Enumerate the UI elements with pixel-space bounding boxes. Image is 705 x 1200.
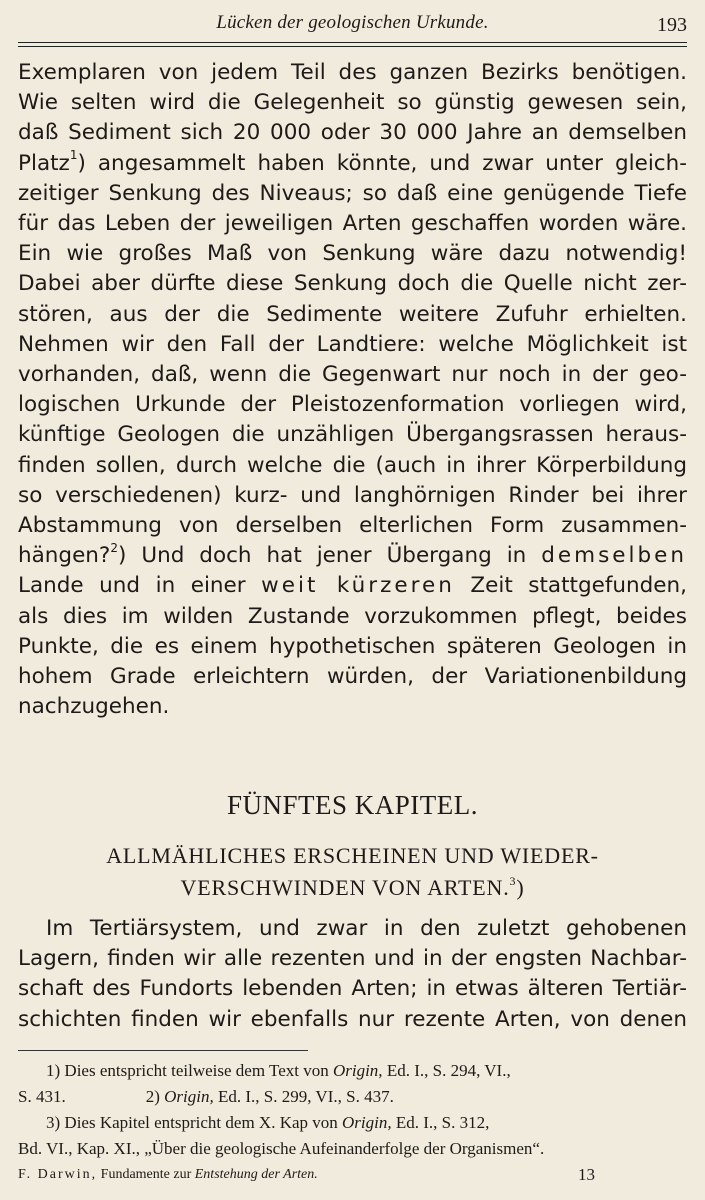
chapter-subtitle bbox=[0, 840, 705, 904]
footnote-text: Dies Kapitel entspricht dem X. Kap von bbox=[64, 1113, 343, 1132]
footnote-number: 1) bbox=[46, 1061, 61, 1080]
footnote-rule bbox=[18, 1050, 308, 1051]
footnote-text: Dies entspricht teilweise dem Text von bbox=[64, 1061, 333, 1080]
footnote-text: Ed. I., S. 299, VI., S. 437. bbox=[213, 1087, 394, 1106]
paragraph-1 bbox=[18, 58, 687, 722]
running-title: Lücken der geologischen Urkunde. bbox=[216, 12, 489, 33]
text-line bbox=[18, 541, 687, 571]
footnote-1 bbox=[18, 1058, 687, 1084]
footnote-3-cont: Bd. VI., Kap. XI., „Über die geologische Aufeinanderfolge der Organismen“. bbox=[18, 1139, 545, 1158]
footnote-number: 2) bbox=[145, 1087, 160, 1106]
text-line: schichten finden wir ebenfalls nur rezente Arten, von denen bbox=[18, 1006, 687, 1032]
text-line: Ein wie großes Maß von Senkung wäre dazu notwendig! bbox=[18, 241, 687, 267]
text-line: daß Sediment sich 20 000 oder 30 000 Jahre an demselben bbox=[18, 120, 687, 146]
signature-mark: 13 bbox=[578, 1165, 595, 1184]
footnote-text: Ed. I., S. 312, bbox=[391, 1113, 490, 1132]
subtitle-line bbox=[0, 872, 705, 904]
text-line: Exemplaren von jedem Teil des ganzen Bezirks benötigen. bbox=[18, 60, 687, 85]
text-run: Zeit stattgefunden, bbox=[454, 573, 687, 599]
footnotes bbox=[18, 1058, 687, 1162]
footer-text: Fundamente zur bbox=[97, 1167, 195, 1182]
footnote-title: Origin, bbox=[332, 1061, 383, 1080]
footnote-ref-3: 3 bbox=[509, 873, 517, 888]
footer-title: Entstehung der Arten. bbox=[194, 1167, 318, 1182]
text-line: Abstammung von derselben elterlichen Form zusammen- bbox=[18, 513, 687, 539]
text-run: hängen? bbox=[18, 543, 111, 569]
footer-author: F. Darwin, bbox=[18, 1167, 98, 1182]
text-line bbox=[18, 571, 687, 601]
text-line: Wie selten wird die Gelegenheit so günstig gewesen sein, bbox=[18, 90, 687, 116]
text-line: nachzugehen. bbox=[18, 694, 170, 720]
footnote-ref-1: 1 bbox=[69, 148, 78, 163]
text-run: ) angesammelt haben könnte, und zwar unter gleich- bbox=[77, 150, 687, 176]
text-line: zeitiger Senkung des Niveaus; so daß eine genügende Tiefe bbox=[18, 180, 687, 206]
text-line: finden sollen, durch welche die (auch in ihrer Körperbildung bbox=[18, 452, 687, 478]
text-line: schaft des Fundorts lebenden Arten; in etwas älteren Tertiär- bbox=[18, 976, 687, 1002]
subtitle-line: ALLMÄHLICHES ERSCHEINEN UND WIEDER- bbox=[106, 843, 599, 868]
header-rule-double bbox=[18, 46, 687, 47]
footnote-ref-2: 2 bbox=[110, 541, 118, 556]
text-line: logischen Urkunde der Pleistozenformation vorliegen wird, bbox=[18, 392, 687, 418]
text-line: Lagern, finden wir alle rezenten und in der engsten Nachbar- bbox=[18, 946, 687, 972]
text-line: vorhanden, daß, wenn die Gegenwart nur noch in der geo- bbox=[18, 362, 687, 388]
paragraph-2 bbox=[18, 914, 687, 1035]
text-line: künftige Geologen die unzähligen Übergangsrassen heraus- bbox=[18, 422, 687, 448]
footer-imprint bbox=[18, 1167, 318, 1183]
text-line: hohem Grade erleichtern würden, der Variationenbildung bbox=[18, 664, 687, 690]
text-line bbox=[18, 149, 687, 179]
footnote-text: S. 431. bbox=[18, 1087, 66, 1106]
text-line: Im Tertiärsystem, und zwar in den zuletzt gehobenen bbox=[46, 916, 687, 941]
footnote-1-cont bbox=[18, 1084, 687, 1110]
text-line: stören, aus der die Sedimente weitere Zufuhr erhielten. bbox=[18, 301, 687, 327]
subtitle-text: VERSCHWINDEN VON ARTEN. bbox=[180, 875, 510, 900]
text-line: Nehmen wir den Fall der Landtiere: welche Möglichkeit ist bbox=[18, 331, 687, 357]
emphasized-text: weit kürzeren bbox=[261, 573, 455, 599]
text-run: Lande und in einer bbox=[18, 573, 262, 599]
text-line: Punkte, die es einem hypothetischen späteren Geologen in bbox=[18, 633, 687, 659]
text-line: so verschiedenen) kurz- und langhörnigen Rinder bei ihrer bbox=[18, 482, 687, 508]
footnote-text: Ed. I., S. 294, VI., bbox=[382, 1061, 511, 1080]
header-rule bbox=[18, 42, 687, 43]
page-header bbox=[18, 10, 687, 40]
page-number: 193 bbox=[657, 14, 687, 36]
subtitle-paren: ) bbox=[516, 875, 525, 900]
text-line: Dabei aber dürfte diese Senkung doch die Quelle nicht zer- bbox=[18, 271, 687, 297]
footnote-3 bbox=[18, 1110, 687, 1136]
text-line: als dies im wilden Zustande vorzukommen pflegt, beides bbox=[18, 603, 687, 629]
emphasized-text: demselben bbox=[541, 543, 687, 569]
text-run: Platz bbox=[18, 150, 70, 176]
footnote-number: 3) bbox=[46, 1113, 61, 1132]
footnote-title: Origin, bbox=[342, 1113, 392, 1132]
text-line: für das Leben der jeweiligen Arten geschaffen worden wäre. bbox=[18, 211, 687, 237]
text-run: ) Und doch hat jener Übergang in bbox=[117, 543, 542, 569]
chapter-title: FÜNFTES KAPITEL. bbox=[226, 790, 478, 820]
footnote-title: Origin, bbox=[164, 1087, 214, 1106]
